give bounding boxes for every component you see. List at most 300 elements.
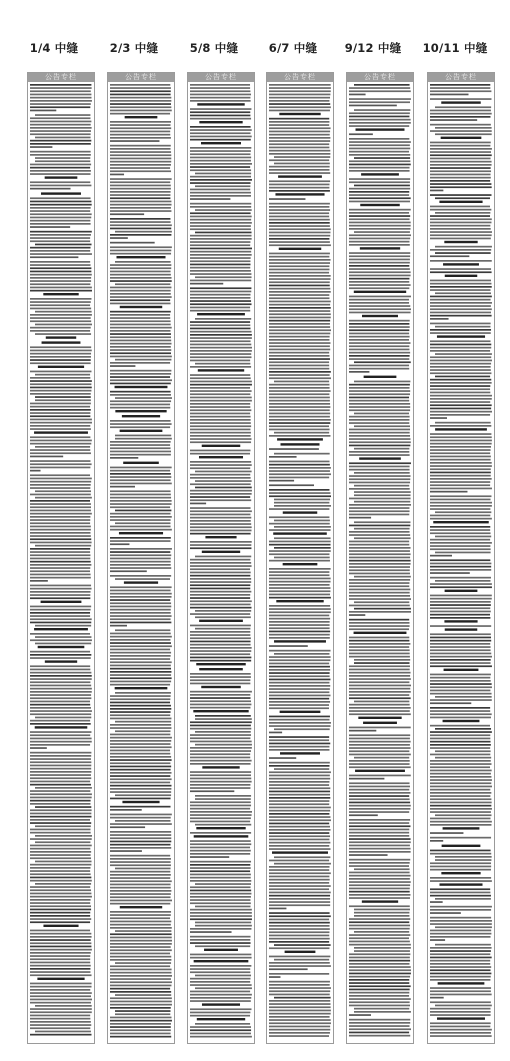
text-line [430, 452, 490, 454]
text-line [430, 880, 492, 882]
text-line [269, 716, 330, 718]
text-line [190, 303, 252, 305]
text-line [349, 925, 410, 927]
text-line [110, 296, 172, 298]
text-line [30, 130, 91, 132]
text-line [110, 383, 171, 385]
text-line [202, 766, 239, 768]
text-line [190, 928, 251, 930]
text-line [30, 639, 92, 641]
text-line [201, 142, 241, 144]
text-line [42, 341, 81, 343]
text-line [35, 643, 91, 645]
text-line [199, 121, 242, 123]
text-line [269, 898, 330, 900]
text-line [439, 883, 482, 885]
text-line [110, 884, 171, 886]
text-line [195, 925, 252, 927]
text-line [30, 854, 91, 856]
text-line [110, 376, 170, 378]
text-line [430, 388, 490, 390]
text-line [269, 228, 331, 230]
text-line [349, 582, 409, 584]
text-line [349, 212, 409, 214]
text-line [269, 931, 329, 933]
text-line [430, 607, 490, 609]
text-line [269, 352, 329, 354]
text-line [110, 267, 171, 269]
text-line [349, 438, 410, 440]
text-line [269, 489, 329, 491]
text-line [269, 140, 330, 142]
text-line [279, 248, 321, 250]
text-line [30, 90, 91, 92]
text-line [430, 754, 490, 756]
text-line [349, 622, 410, 624]
text-line [190, 757, 250, 759]
text-line [430, 680, 491, 682]
text-line [269, 722, 331, 724]
text-line [30, 151, 91, 153]
text-line [30, 220, 90, 222]
text-line [269, 719, 330, 721]
text-line [110, 834, 171, 836]
text-line [190, 565, 252, 567]
text-line [190, 169, 251, 171]
text-line [354, 472, 410, 474]
text-line [430, 130, 492, 132]
text-line [269, 397, 330, 399]
text-line [430, 456, 491, 458]
text-line [190, 287, 251, 289]
text-line [349, 302, 409, 304]
text-line [110, 540, 171, 542]
text-line [110, 287, 171, 289]
text-line [37, 978, 84, 980]
text-line [349, 333, 409, 335]
text-line [30, 548, 90, 550]
text-line [430, 436, 492, 438]
text-line [435, 757, 491, 759]
text-line [30, 949, 92, 951]
text-line [272, 851, 328, 853]
text-line [30, 164, 91, 166]
text-line [30, 409, 91, 411]
text-line [269, 568, 331, 570]
text-line [35, 374, 90, 376]
text-line [197, 103, 244, 105]
text-line [30, 167, 90, 169]
text-line [110, 823, 172, 825]
text-line [190, 422, 251, 424]
text-line [349, 573, 410, 575]
text-line [430, 888, 490, 890]
text-line [349, 475, 410, 477]
text-line [430, 98, 491, 100]
text-line [435, 246, 492, 248]
text-line [190, 393, 250, 395]
text-line [30, 271, 91, 273]
text-line [30, 261, 90, 263]
text-line [269, 291, 331, 293]
text-line [269, 688, 330, 690]
text-line [430, 725, 490, 727]
text-line [445, 628, 478, 630]
text-line [349, 345, 409, 347]
text-line [110, 759, 172, 761]
column-text-block [190, 83, 252, 1041]
text-line [430, 595, 492, 597]
text-line [30, 1002, 91, 1004]
text-line [430, 649, 491, 651]
text-line [30, 1021, 91, 1023]
text-line [430, 363, 491, 365]
text-line [110, 420, 171, 422]
text-line [190, 968, 250, 970]
text-line [190, 874, 251, 876]
text-line [430, 1014, 491, 1016]
text-line [349, 234, 411, 236]
text-line [269, 333, 330, 335]
text-line [30, 889, 91, 891]
text-line [430, 545, 490, 547]
text-line [349, 569, 410, 571]
text-line [30, 207, 91, 209]
text-line [190, 600, 252, 602]
text-line [190, 737, 250, 739]
text-line [190, 350, 252, 352]
text-line [190, 997, 251, 999]
text-line [30, 443, 91, 445]
text-line [30, 173, 91, 175]
text-line [110, 551, 170, 553]
text-line [30, 283, 90, 285]
text-line [30, 478, 92, 480]
text-line [349, 308, 411, 310]
text-line [269, 281, 330, 283]
text-line [349, 1028, 411, 1030]
text-line [115, 994, 171, 996]
text-line [110, 280, 172, 282]
text-line [110, 140, 159, 142]
text-line [30, 456, 63, 458]
text-line [190, 896, 251, 898]
text-line [269, 1026, 330, 1028]
text-line [349, 178, 410, 180]
text-line [274, 959, 329, 961]
text-line [30, 551, 90, 553]
text-line [430, 677, 490, 679]
text-line [269, 922, 330, 924]
text-line [430, 119, 477, 121]
text-line [349, 365, 409, 367]
text-line [349, 941, 410, 943]
text-line [439, 201, 482, 203]
text-line [430, 818, 491, 820]
text-line [190, 310, 250, 312]
text-line [30, 304, 90, 306]
text-line [349, 782, 410, 784]
text-line [349, 201, 410, 203]
text-line [110, 684, 170, 686]
text-line [269, 787, 330, 789]
text-line [110, 237, 128, 239]
text-line [349, 872, 410, 874]
text-line [354, 491, 411, 493]
text-line [110, 985, 171, 987]
text-line [190, 778, 251, 780]
text-line [30, 535, 91, 537]
text-line [190, 821, 250, 823]
text-line [349, 218, 410, 220]
text-line [269, 615, 329, 617]
text-line [269, 704, 329, 706]
text-line [349, 875, 411, 877]
text-line [190, 584, 250, 586]
text-line [443, 720, 480, 722]
text-line [190, 390, 252, 392]
text-line [349, 637, 409, 639]
text-line [269, 935, 329, 937]
text-line [349, 894, 410, 896]
text-line [349, 897, 410, 899]
text-line [30, 301, 91, 303]
notice-column-3 [187, 72, 255, 1044]
text-line [110, 346, 171, 348]
text-line [430, 789, 490, 791]
text-line [269, 253, 330, 255]
text-line [110, 658, 170, 660]
text-line [195, 610, 251, 612]
text-line [30, 585, 91, 587]
text-line [430, 702, 471, 704]
text-line [430, 268, 491, 270]
text-line [430, 930, 491, 932]
text-line [115, 930, 171, 932]
text-line [269, 1022, 331, 1024]
text-line [110, 473, 171, 475]
text-line [430, 850, 491, 852]
text-line [190, 195, 251, 197]
text-line [354, 915, 409, 917]
text-line [349, 989, 410, 991]
text-line [30, 467, 90, 469]
text-line [190, 347, 252, 349]
text-line [430, 475, 491, 477]
text-line [430, 906, 492, 908]
text-line [430, 443, 492, 445]
text-line [35, 490, 91, 492]
text-line [349, 90, 411, 92]
text-line [269, 885, 331, 887]
text-line [190, 510, 252, 512]
text-line [190, 353, 251, 355]
text-line [110, 933, 172, 935]
text-line [115, 435, 171, 437]
text-line [349, 296, 411, 298]
text-line [190, 176, 251, 178]
text-line [269, 659, 330, 661]
text-line [269, 784, 329, 786]
text-line [30, 522, 90, 524]
text-line [30, 758, 91, 760]
text-line [349, 488, 410, 490]
text-line [190, 257, 251, 259]
text-line [30, 902, 90, 904]
text-line [195, 744, 252, 746]
text-line [430, 350, 490, 352]
text-line [349, 811, 409, 813]
text-line [190, 1036, 252, 1038]
text-line [30, 697, 91, 699]
text-line [195, 718, 252, 720]
text-line [349, 87, 410, 89]
text-line [110, 596, 172, 598]
text-line [354, 413, 409, 415]
text-line [349, 326, 410, 328]
text-line [110, 349, 171, 351]
text-line [110, 365, 135, 367]
text-line [30, 185, 91, 187]
text-line [190, 523, 251, 525]
text-line [349, 547, 411, 549]
text-line [110, 311, 171, 313]
text-line [269, 172, 330, 174]
text-line [30, 838, 92, 840]
text-line [269, 159, 329, 161]
text-line [430, 782, 491, 784]
text-line [190, 853, 250, 855]
column-header: 公告专栏 [428, 73, 494, 82]
text-line [349, 262, 410, 264]
text-line [110, 615, 172, 617]
text-line [30, 915, 90, 917]
text-line [354, 528, 410, 530]
text-line [119, 532, 163, 534]
text-line [110, 837, 171, 839]
text-line [354, 659, 410, 661]
text-line [354, 909, 410, 911]
text-line [110, 817, 171, 819]
text-line [430, 665, 492, 667]
text-line [269, 342, 330, 344]
text-line [110, 451, 171, 453]
text-line [430, 637, 491, 639]
text-line [30, 106, 90, 108]
text-line [190, 741, 252, 743]
text-line [110, 642, 171, 644]
text-line [30, 989, 90, 991]
text-line [269, 222, 330, 224]
text-line [197, 1018, 245, 1020]
text-line [190, 307, 250, 309]
text-line [110, 224, 172, 226]
text-line [110, 161, 171, 163]
text-line [363, 722, 397, 724]
text-line [430, 917, 491, 919]
text-line [110, 917, 170, 919]
text-line [30, 974, 91, 976]
text-line [430, 912, 461, 914]
text-line [30, 529, 91, 531]
text-line [190, 280, 251, 282]
text-line [190, 441, 251, 443]
text-line [354, 632, 407, 634]
text-line [190, 801, 251, 803]
text-line [190, 811, 252, 813]
text-line [190, 507, 251, 509]
text-line [430, 296, 492, 298]
text-line [110, 677, 172, 679]
text-line [354, 425, 410, 427]
text-line [190, 435, 251, 437]
text-line [190, 771, 251, 773]
text-line [430, 238, 491, 240]
text-line [110, 201, 171, 203]
text-line [110, 97, 171, 99]
text-line [269, 771, 331, 773]
text-line [430, 392, 490, 394]
text-line [269, 956, 330, 958]
text-line [430, 947, 492, 949]
text-line [190, 340, 251, 342]
text-line [349, 323, 409, 325]
text-line [190, 915, 252, 917]
text-line [269, 371, 331, 373]
text-line [349, 969, 411, 971]
text-line [269, 624, 330, 626]
text-line [269, 842, 330, 844]
text-line [349, 119, 411, 121]
text-line [435, 212, 490, 214]
text-line [190, 691, 252, 693]
text-line [430, 853, 491, 855]
text-line [110, 877, 170, 879]
text-line [349, 694, 409, 696]
text-line [354, 185, 410, 187]
column-header: 公告专栏 [28, 73, 94, 82]
text-line [269, 669, 330, 671]
text-lines-graphic [110, 83, 172, 1038]
text-line [110, 988, 170, 990]
text-line [190, 331, 252, 333]
text-line [30, 253, 92, 255]
text-line [430, 939, 445, 941]
text-line [435, 944, 491, 946]
text-line [110, 470, 170, 472]
text-line [349, 241, 409, 243]
text-line [30, 463, 92, 465]
text-line [190, 264, 250, 266]
text-line [349, 1035, 410, 1037]
text-line [110, 914, 171, 916]
text-line [349, 605, 410, 607]
text-line [430, 973, 491, 975]
text-line [430, 950, 491, 952]
col-label-3: 5/8 中缝 [189, 41, 239, 55]
text-line [430, 499, 491, 501]
text-line [110, 343, 171, 345]
text-line [349, 271, 411, 273]
text-line [430, 686, 492, 688]
text-line [30, 678, 92, 680]
text-line [115, 578, 170, 580]
column-header: 公告专栏 [267, 73, 333, 82]
text-line [349, 541, 409, 543]
text-line [430, 218, 492, 220]
text-line [190, 787, 250, 789]
text-line [110, 100, 171, 102]
